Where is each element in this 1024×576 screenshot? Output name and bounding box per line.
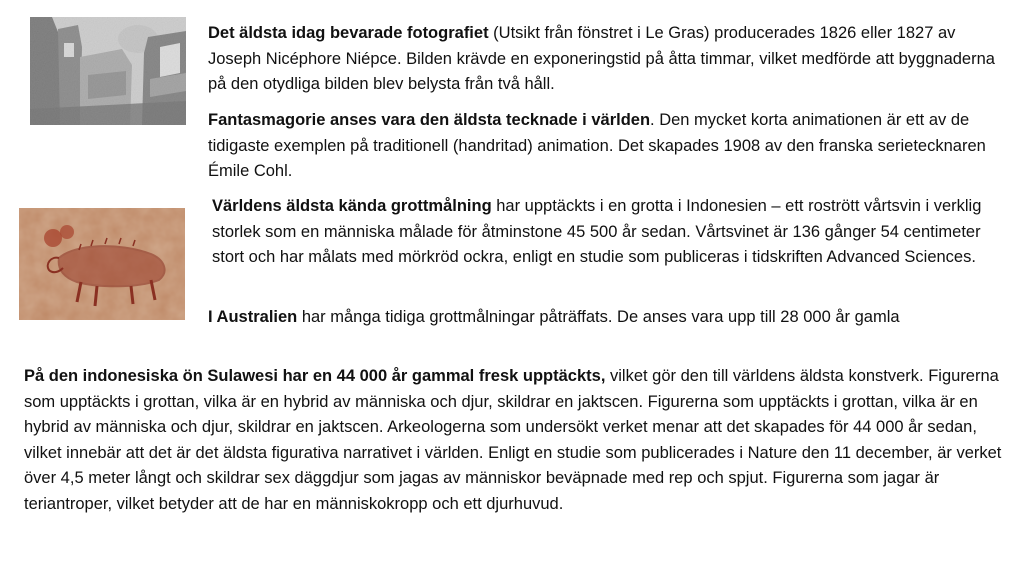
paragraph-fantasmagorie [208,108,1008,185]
paragraph-oldest-photograph-heading: Det äldsta idag bevarade fotografiet [208,24,489,42]
paragraph-oldest-cave-painting-text: har upptäckts i en grotta i Indonesien – ett rostrött vårtsvin i verklig storlek som en människa målade för åtminstone 45 500 år sedan. Vårtsvinet är 136 gånger 54 centimeter stort och har målats med mörkröd ockra, enligt en studie som publiceras i tidskriften Advanced Sciences. [212,197,982,266]
paragraph-fantasmagorie-heading: Fantasmagorie anses vara den äldsta tecknade i världen [208,111,651,129]
paragraph-oldest-photograph [208,21,1008,98]
paragraph-oldest-cave-painting-heading: Världens äldsta kända grottmålning [212,197,492,215]
paragraph-oldest-photograph-text: (Utsikt från fönstret i Le Gras) producerades 1826 eller 1827 av Joseph Nicéphore Niépce. Bilden krävde en exponeringstid på åtta timmar, vilket medförde att byggnaderna på den otydliga bilden blev belysta från två håll. [208,24,995,93]
paragraph-oldest-cave-painting [212,194,1002,271]
paragraph-sulawesi-fresco [24,364,1014,517]
paragraph-australia [208,305,998,331]
paragraph-sulawesi-fresco-heading: På den indonesiska ön Sulawesi har en 44 000 år gammal fresk upptäckts, [24,367,606,385]
paragraph-fantasmagorie-text: . Den mycket korta animationen är ett av de tidigaste exemplen på traditionell (handritad) animation. Det skapades 1908 av den franska serietecknaren Émile Cohl. [208,111,986,180]
paragraph-australia-text: har många tidiga grottmålningar påträffats. De anses vara upp till 28 000 år gamla [297,308,900,326]
cave-painting-svg [19,208,185,320]
paragraph-sulawesi-fresco-text: vilket gör den till världens äldsta konstverk. Figurerna som upptäckts i grottan, vilka är en hybrid av människa och djur, skildrar en jaktscen. Figurerna som upptäckts i grottan, vilka är en hybrid av människa och djur, skildrar en jaktscen. Arkeologerna som undersökt verket menar att det skapades för 44 000 år sedan, vilket innebär att det är det äldsta figurativa narrativet i världen. Enligt en studie som publicerades i Nature den 11 december, är verket över 4,5 meter långt och skildrar sex däggdjur som jagas av människor beväpnade med rep och spjut. Figurerna som jagar är teriantroper, vilket betyder att de har en människokropp och ett djurhuvud. [24,367,1002,513]
cave-painting-image [19,208,185,320]
photo-le-gras [30,17,186,125]
paragraph-australia-heading: I Australien [208,308,298,326]
photo-le-gras-image [30,17,186,125]
